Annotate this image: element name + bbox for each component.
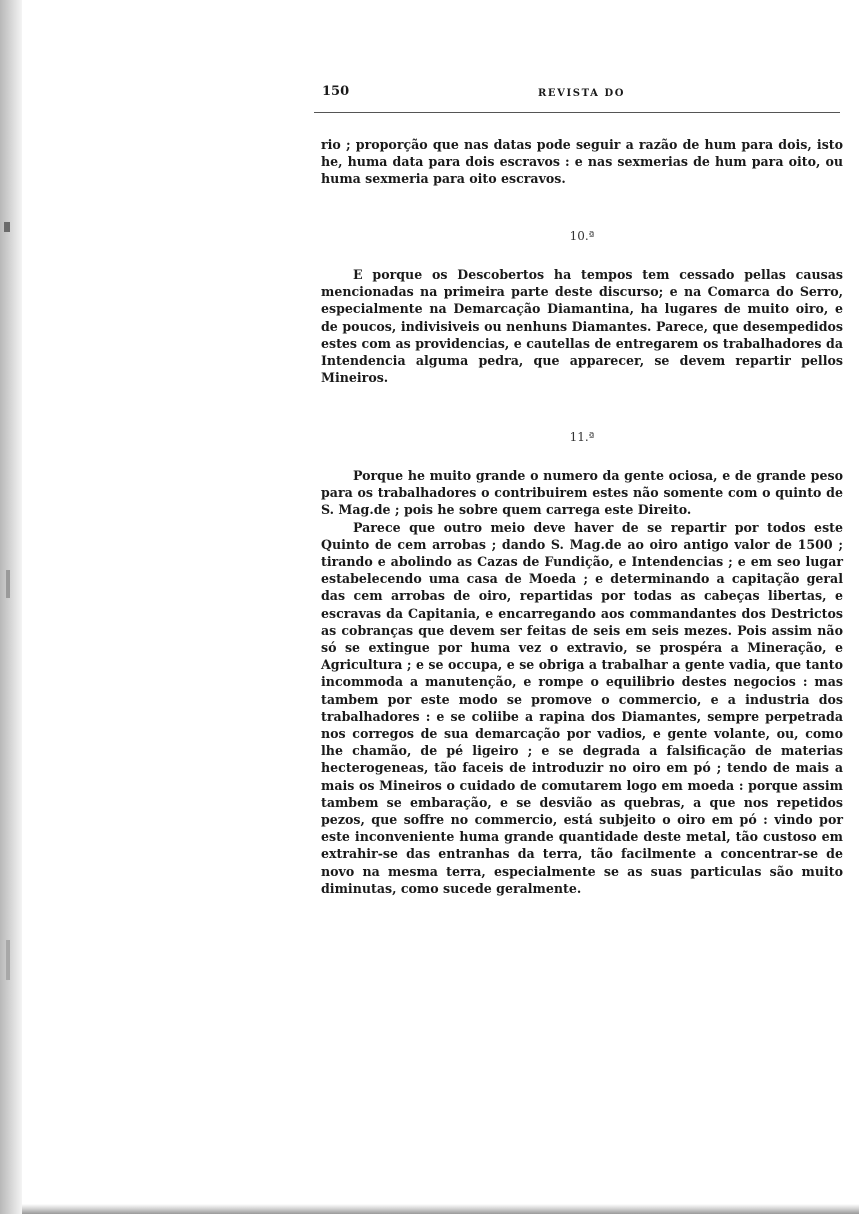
gutter-mark <box>4 222 10 232</box>
page-gutter-shadow <box>0 0 22 1214</box>
page-header <box>322 84 842 106</box>
intro-paragraph-block <box>321 136 843 188</box>
paragraph-section-11a: Porque he muito grande o numero da gente ociosa, e de grande peso para os trabalhadores o contribuirem estes não somente com o quinto de S. Mag.de ; pois he sobre quem carrega este Direito. <box>321 468 843 518</box>
section-number-10: 10.ª <box>569 229 595 243</box>
gutter-mark <box>6 570 10 598</box>
page-bottom-edge <box>22 1204 859 1214</box>
section-11-block <box>321 467 843 897</box>
header-rule <box>314 112 840 113</box>
gutter-mark <box>6 940 10 980</box>
page-number: 150 <box>322 84 350 99</box>
paragraph-section-10: E porque os Descobertos ha tempos tem cessado pellas causas mencionadas na primeira parte deste discurso; e na Comarca do Serro, especialmente na Demarcação Diamantina, ha lugares de muito oiro, e de poucos, indivisiveis ou nenhuns Diamantes. Parece, que desempedidos estes com as providencias, e cautellas de entregarem os trabalhadores da Intendencia alguma pedra, que apparecer, se devem repartir pellos Mineiros. <box>321 267 843 386</box>
paragraph-section-11b: Parece que outro meio deve haver de se repartir por todos este Quinto de cem arrobas ; dando S. Mag.de ao oiro antigo valor de 1500 ; tirando e abolindo as Cazas de Fundição, e Intendencias ; e em seo lugar estabelecendo uma casa de Moeda ; e determinando a capitação geral das cem arrobas de oiro, repartidas por todas as cabeças libertas, e escravas da Capitania, e encarregando aos commandantes dos Destrictos as cobranças que devem ser feitas de seis em seis mezes. Pois assim não só se extingue por huma vez o extravio, se prospéra a Mineração, e Agricultura ; e se occupa, e se obriga a trabalhar a gente vadia, que tanto incommoda a manutenção, e rompe o equilibrio destes negocios : mas tambem por este modo se promove o commercio, e a industria dos trabalhadores : e se coliibe a rapina dos Diamantes, sempre perpetrada nos corregos de sua demarcação por vadios, e gente volante, ou, como lhe chamão, de pé ligeiro ; e se degrada a falsificação de materias hecterogeneas, tão faceis de introduzir no oiro em pó ; tendo de mais a mais os Mineiros o cuidado de comutarem logo em moeda : porque assim tambem se embaração, e se desvião as quebras, a que nos repetidos pezos, que soffre no commercio, está subjeito o oiro em pó : vindo por este inconveniente huma grande quantidade deste metal, tão custoso em extrahir-se das entranhas da terra, tão facilmente a concentrar-se de novo na mesma terra, especialmente se as suas particulas são muito diminutas, como sucede geralmente. <box>321 519 843 896</box>
section-number-11: 11.ª <box>569 430 595 444</box>
paragraph-intro: rio ; proporção que nas datas pode seguir a razão de hum para dois, isto he, huma data para dois escravos : e nas sexmerias de hum para oito, ou huma sexmeria para oito escravos. <box>321 137 843 187</box>
section-10-block <box>321 266 843 386</box>
running-title: REVISTA DO <box>538 88 626 99</box>
